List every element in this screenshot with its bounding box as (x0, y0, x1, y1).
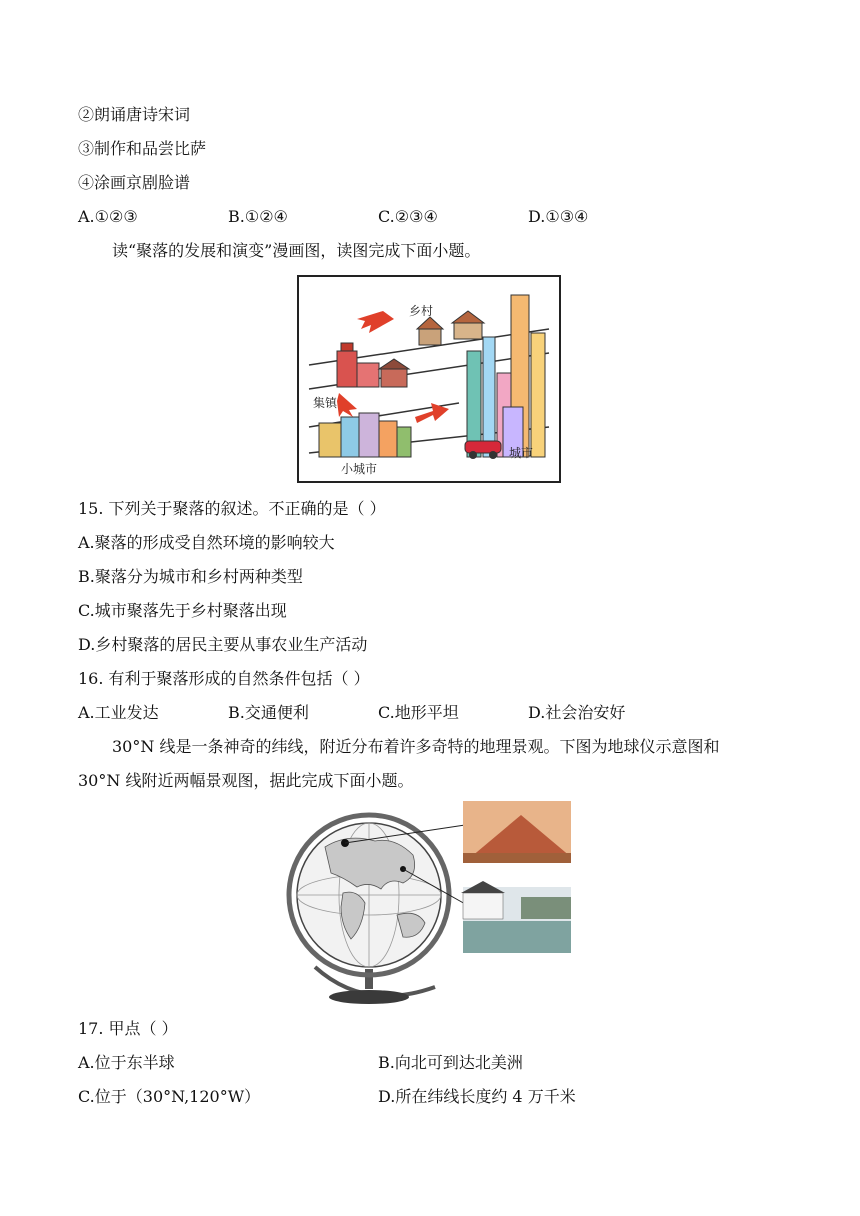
q15-option-c: C.城市聚落先于乡村聚落出现 (78, 601, 287, 620)
label-village: 乡村 (409, 304, 434, 318)
q16-option-d: D.社会治安好 (528, 703, 626, 722)
choice-b: B.①②④ (228, 207, 288, 226)
q17-stem: 17. 甲点（ ） (78, 1019, 178, 1038)
q15-option-d: D.乡村聚落的居民主要从事农业生产活动 (78, 635, 368, 654)
q16-option-c: C.地形平坦 (378, 703, 459, 722)
option-item-2: ②朗诵唐诗宋词 (78, 105, 191, 124)
globe-landscape-figure (285, 797, 575, 1007)
q16-stem: 16. 有利于聚落形成的自然条件包括（ ） (78, 669, 370, 688)
q17-option-a: A.位于东半球 (78, 1053, 175, 1072)
label-town: 集镇 (313, 396, 338, 410)
option-item-3: ③制作和品尝比萨 (78, 139, 207, 158)
q16-option-a: A.工业发达 (78, 703, 159, 722)
choice-a: A.①②③ (78, 207, 138, 226)
choice-c: C.②③④ (378, 207, 438, 226)
intro-30n-line2: 30°N 线附近两幅景观图，据此完成下面小题。 (78, 771, 414, 790)
choice-d: D.①③④ (528, 207, 589, 226)
q17-option-b: B.向北可到达北美洲 (378, 1053, 523, 1072)
intro-settlement: 读“聚落的发展和演变”漫画图，读图完成下面小题。 (112, 241, 481, 260)
q15-option-a: A.聚落的形成受自然环境的影响较大 (78, 533, 335, 552)
q15-stem: 15. 下列关于聚落的叙述。不正确的是（ ） (78, 499, 386, 518)
q17-option-c: C.位于（30°N,120°W） (78, 1087, 261, 1106)
settlement-cartoon-figure (297, 275, 561, 483)
option-item-4: ④涂画京剧脸谱 (78, 173, 191, 192)
intro-30n-line1: 30°N 线是一条神奇的纬线，附近分布着许多奇特的地理景观。下图为地球仪示意图和 (112, 737, 720, 756)
q17-option-d: D.所在纬线长度约 4 万千米 (378, 1087, 576, 1106)
q16-option-b: B.交通便利 (228, 703, 309, 722)
label-small-city: 小城市 (341, 462, 378, 476)
label-city: 城市 (509, 446, 534, 460)
q15-option-b: B.聚落分为城市和乡村两种类型 (78, 567, 303, 586)
